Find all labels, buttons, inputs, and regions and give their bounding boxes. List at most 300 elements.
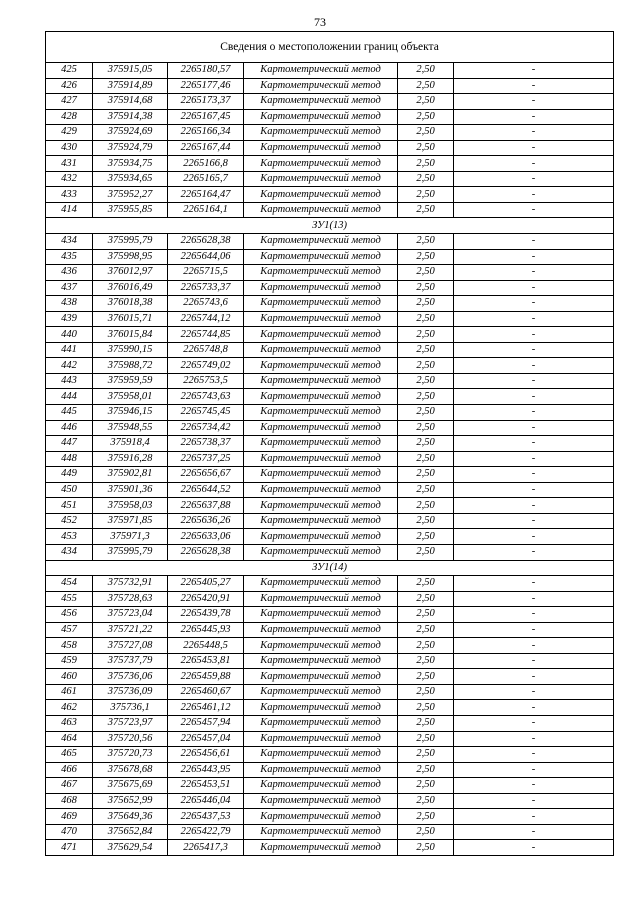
y-coordinate-cell: 2265166,34 [168, 125, 244, 141]
note-cell: - [454, 762, 614, 778]
method-cell: Картометрический метод [244, 451, 398, 467]
point-number-cell: 437 [46, 280, 93, 296]
method-cell: Картометрический метод [244, 684, 398, 700]
y-coordinate-cell: 2265644,52 [168, 482, 244, 498]
table-row [46, 684, 614, 700]
y-coordinate-cell: 2265422,79 [168, 824, 244, 840]
y-coordinate-cell: 2265656,67 [168, 467, 244, 483]
table-row [46, 234, 614, 250]
table-row [46, 436, 614, 452]
x-coordinate-cell: 375629,54 [93, 840, 168, 856]
note-cell: - [454, 249, 614, 265]
y-coordinate-cell: 2265164,47 [168, 187, 244, 203]
point-number-cell: 440 [46, 327, 93, 343]
accuracy-cell: 2,50 [398, 731, 454, 747]
y-coordinate-cell: 2265745,45 [168, 405, 244, 421]
point-number-cell: 426 [46, 78, 93, 94]
accuracy-cell: 2,50 [398, 747, 454, 763]
method-cell: Картометрический метод [244, 778, 398, 794]
point-number-cell: 452 [46, 513, 93, 529]
accuracy-cell: 2,50 [398, 576, 454, 592]
table-row [46, 156, 614, 172]
accuracy-cell: 2,50 [398, 482, 454, 498]
table-row [46, 171, 614, 187]
accuracy-cell: 2,50 [398, 513, 454, 529]
x-coordinate-cell: 375995,79 [93, 544, 168, 560]
section-row [46, 218, 614, 234]
x-coordinate-cell: 375728,63 [93, 591, 168, 607]
method-cell: Картометрический метод [244, 576, 398, 592]
table-row [46, 467, 614, 483]
accuracy-cell: 2,50 [398, 467, 454, 483]
note-cell: - [454, 125, 614, 141]
table-title-row [46, 32, 614, 63]
y-coordinate-cell: 2265457,04 [168, 731, 244, 747]
note-cell: - [454, 684, 614, 700]
note-cell: - [454, 544, 614, 560]
note-cell: - [454, 373, 614, 389]
x-coordinate-cell: 376012,97 [93, 265, 168, 281]
note-cell: - [454, 265, 614, 281]
x-coordinate-cell: 375924,79 [93, 140, 168, 156]
point-number-cell: 463 [46, 715, 93, 731]
y-coordinate-cell: 2265715,5 [168, 265, 244, 281]
table-row [46, 140, 614, 156]
note-cell: - [454, 591, 614, 607]
table-row [46, 638, 614, 654]
note-cell: - [454, 94, 614, 110]
y-coordinate-cell: 2265748,8 [168, 342, 244, 358]
x-coordinate-cell: 375723,04 [93, 607, 168, 623]
accuracy-cell: 2,50 [398, 622, 454, 638]
table-row [46, 809, 614, 825]
method-cell: Картометрический метод [244, 405, 398, 421]
x-coordinate-cell: 375675,69 [93, 778, 168, 794]
table-row [46, 296, 614, 312]
y-coordinate-cell: 2265628,38 [168, 544, 244, 560]
point-number-cell: 444 [46, 389, 93, 405]
x-coordinate-cell: 375918,4 [93, 436, 168, 452]
point-number-cell: 438 [46, 296, 93, 312]
accuracy-cell: 2,50 [398, 420, 454, 436]
y-coordinate-cell: 2265448,5 [168, 638, 244, 654]
note-cell: - [454, 622, 614, 638]
point-number-cell: 450 [46, 482, 93, 498]
note-cell: - [454, 840, 614, 856]
accuracy-cell: 2,50 [398, 793, 454, 809]
point-number-cell: 431 [46, 156, 93, 172]
x-coordinate-cell: 375988,72 [93, 358, 168, 374]
x-coordinate-cell: 375721,22 [93, 622, 168, 638]
method-cell: Картометрический метод [244, 156, 398, 172]
note-cell: - [454, 327, 614, 343]
point-number-cell: 460 [46, 669, 93, 685]
point-number-cell: 428 [46, 109, 93, 125]
x-coordinate-cell: 375958,01 [93, 389, 168, 405]
point-number-cell: 454 [46, 576, 93, 592]
y-coordinate-cell: 2265457,94 [168, 715, 244, 731]
y-coordinate-cell: 2265443,95 [168, 762, 244, 778]
x-coordinate-cell: 375998,95 [93, 249, 168, 265]
accuracy-cell: 2,50 [398, 280, 454, 296]
table-row [46, 451, 614, 467]
accuracy-cell: 2,50 [398, 327, 454, 343]
point-number-cell: 443 [46, 373, 93, 389]
table-row [46, 576, 614, 592]
y-coordinate-cell: 2265453,51 [168, 778, 244, 794]
y-coordinate-cell: 2265167,45 [168, 109, 244, 125]
table-row [46, 63, 614, 79]
accuracy-cell: 2,50 [398, 156, 454, 172]
point-number-cell: 449 [46, 467, 93, 483]
accuracy-cell: 2,50 [398, 544, 454, 560]
y-coordinate-cell: 2265633,06 [168, 529, 244, 545]
note-cell: - [454, 187, 614, 203]
y-coordinate-cell: 2265744,85 [168, 327, 244, 343]
method-cell: Картометрический метод [244, 467, 398, 483]
x-coordinate-cell: 375914,38 [93, 109, 168, 125]
accuracy-cell: 2,50 [398, 249, 454, 265]
table-row [46, 482, 614, 498]
table-row [46, 513, 614, 529]
accuracy-cell: 2,50 [398, 358, 454, 374]
note-cell: - [454, 405, 614, 421]
y-coordinate-cell: 2265628,38 [168, 234, 244, 250]
method-cell: Картометрический метод [244, 140, 398, 156]
table-row [46, 715, 614, 731]
method-cell: Картометрический метод [244, 94, 398, 110]
x-coordinate-cell: 375934,75 [93, 156, 168, 172]
page-number: 73 [314, 15, 326, 29]
accuracy-cell: 2,50 [398, 715, 454, 731]
method-cell: Картометрический метод [244, 109, 398, 125]
table-body [46, 32, 614, 856]
x-coordinate-cell: 375958,03 [93, 498, 168, 514]
accuracy-cell: 2,50 [398, 809, 454, 825]
table-row [46, 544, 614, 560]
point-number-cell: 429 [46, 125, 93, 141]
table-row [46, 607, 614, 623]
x-coordinate-cell: 375902,81 [93, 467, 168, 483]
point-number-cell: 448 [46, 451, 93, 467]
method-cell: Картометрический метод [244, 653, 398, 669]
note-cell: - [454, 576, 614, 592]
x-coordinate-cell: 375652,99 [93, 793, 168, 809]
note-cell: - [454, 498, 614, 514]
y-coordinate-cell: 2265738,37 [168, 436, 244, 452]
accuracy-cell: 2,50 [398, 389, 454, 405]
point-number-cell: 434 [46, 544, 93, 560]
method-cell: Картометрический метод [244, 373, 398, 389]
accuracy-cell: 2,50 [398, 653, 454, 669]
y-coordinate-cell: 2265417,3 [168, 840, 244, 856]
method-cell: Картометрический метод [244, 591, 398, 607]
note-cell: - [454, 296, 614, 312]
table-row [46, 420, 614, 436]
section-row [46, 560, 614, 576]
y-coordinate-cell: 2265173,37 [168, 94, 244, 110]
x-coordinate-cell: 375678,68 [93, 762, 168, 778]
method-cell: Картометрический метод [244, 265, 398, 281]
y-coordinate-cell: 2265420,91 [168, 591, 244, 607]
point-number-cell: 453 [46, 529, 93, 545]
note-cell: - [454, 513, 614, 529]
note-cell: - [454, 63, 614, 79]
method-cell: Картометрический метод [244, 358, 398, 374]
x-coordinate-cell: 375736,1 [93, 700, 168, 716]
point-number-cell: 445 [46, 405, 93, 421]
x-coordinate-cell: 375948,55 [93, 420, 168, 436]
note-cell: - [454, 778, 614, 794]
accuracy-cell: 2,50 [398, 125, 454, 141]
y-coordinate-cell: 2265636,26 [168, 513, 244, 529]
table-row [46, 840, 614, 856]
method-cell: Картометрический метод [244, 622, 398, 638]
note-cell: - [454, 482, 614, 498]
method-cell: Картометрический метод [244, 327, 398, 343]
note-cell: - [454, 793, 614, 809]
accuracy-cell: 2,50 [398, 840, 454, 856]
x-coordinate-cell: 375955,85 [93, 202, 168, 218]
accuracy-cell: 2,50 [398, 373, 454, 389]
point-number-cell: 469 [46, 809, 93, 825]
accuracy-cell: 2,50 [398, 700, 454, 716]
x-coordinate-cell: 375652,84 [93, 824, 168, 840]
point-number-cell: 470 [46, 824, 93, 840]
x-coordinate-cell: 375915,05 [93, 63, 168, 79]
table-row [46, 94, 614, 110]
method-cell: Картометрический метод [244, 793, 398, 809]
y-coordinate-cell: 2265744,12 [168, 311, 244, 327]
x-coordinate-cell: 375649,36 [93, 809, 168, 825]
table-row [46, 700, 614, 716]
x-coordinate-cell: 376015,84 [93, 327, 168, 343]
table-row [46, 622, 614, 638]
point-number-cell: 441 [46, 342, 93, 358]
method-cell: Картометрический метод [244, 389, 398, 405]
method-cell: Картометрический метод [244, 280, 398, 296]
y-coordinate-cell: 2265177,46 [168, 78, 244, 94]
section-label: ЗУ1(13) [46, 218, 614, 234]
method-cell: Картометрический метод [244, 544, 398, 560]
point-number-cell: 425 [46, 63, 93, 79]
section-label: ЗУ1(14) [46, 560, 614, 576]
table-row [46, 311, 614, 327]
point-number-cell: 467 [46, 778, 93, 794]
method-cell: Картометрический метод [244, 171, 398, 187]
accuracy-cell: 2,50 [398, 342, 454, 358]
y-coordinate-cell: 2265733,37 [168, 280, 244, 296]
x-coordinate-cell: 376015,71 [93, 311, 168, 327]
method-cell: Картометрический метод [244, 715, 398, 731]
table-title: Сведения о местоположении границ объекта [46, 32, 614, 63]
note-cell: - [454, 653, 614, 669]
x-coordinate-cell: 375737,79 [93, 653, 168, 669]
y-coordinate-cell: 2265180,57 [168, 63, 244, 79]
table-row [46, 125, 614, 141]
accuracy-cell: 2,50 [398, 638, 454, 654]
note-cell: - [454, 638, 614, 654]
method-cell: Картометрический метод [244, 513, 398, 529]
table-row [46, 280, 614, 296]
method-cell: Картометрический метод [244, 63, 398, 79]
table-row [46, 187, 614, 203]
y-coordinate-cell: 2265743,6 [168, 296, 244, 312]
method-cell: Картометрический метод [244, 249, 398, 265]
method-cell: Картометрический метод [244, 700, 398, 716]
y-coordinate-cell: 2265753,5 [168, 373, 244, 389]
table-row [46, 498, 614, 514]
table-row [46, 762, 614, 778]
y-coordinate-cell: 2265737,25 [168, 451, 244, 467]
table-row [46, 747, 614, 763]
table-row [46, 405, 614, 421]
x-coordinate-cell: 375934,65 [93, 171, 168, 187]
y-coordinate-cell: 2265456,61 [168, 747, 244, 763]
point-number-cell: 457 [46, 622, 93, 638]
x-coordinate-cell: 375736,06 [93, 669, 168, 685]
x-coordinate-cell: 375990,15 [93, 342, 168, 358]
accuracy-cell: 2,50 [398, 234, 454, 250]
accuracy-cell: 2,50 [398, 187, 454, 203]
accuracy-cell: 2,50 [398, 591, 454, 607]
table-row [46, 731, 614, 747]
method-cell: Картометрический метод [244, 638, 398, 654]
table-row [46, 793, 614, 809]
x-coordinate-cell: 375727,08 [93, 638, 168, 654]
note-cell: - [454, 731, 614, 747]
x-coordinate-cell: 375995,79 [93, 234, 168, 250]
accuracy-cell: 2,50 [398, 451, 454, 467]
point-number-cell: 427 [46, 94, 93, 110]
x-coordinate-cell: 376016,49 [93, 280, 168, 296]
method-cell: Картометрический метод [244, 482, 398, 498]
method-cell: Картометрический метод [244, 824, 398, 840]
y-coordinate-cell: 2265166,8 [168, 156, 244, 172]
point-number-cell: 430 [46, 140, 93, 156]
note-cell: - [454, 202, 614, 218]
y-coordinate-cell: 2265644,06 [168, 249, 244, 265]
accuracy-cell: 2,50 [398, 498, 454, 514]
y-coordinate-cell: 2265437,53 [168, 809, 244, 825]
note-cell: - [454, 78, 614, 94]
point-number-cell: 439 [46, 311, 93, 327]
method-cell: Картометрический метод [244, 311, 398, 327]
note-cell: - [454, 311, 614, 327]
table-row [46, 78, 614, 94]
note-cell: - [454, 747, 614, 763]
accuracy-cell: 2,50 [398, 94, 454, 110]
note-cell: - [454, 529, 614, 545]
x-coordinate-cell: 375914,89 [93, 78, 168, 94]
x-coordinate-cell: 375946,15 [93, 405, 168, 421]
method-cell: Картометрический метод [244, 840, 398, 856]
note-cell: - [454, 436, 614, 452]
y-coordinate-cell: 2265446,04 [168, 793, 244, 809]
point-number-cell: 465 [46, 747, 93, 763]
x-coordinate-cell: 375723,97 [93, 715, 168, 731]
note-cell: - [454, 156, 614, 172]
point-number-cell: 462 [46, 700, 93, 716]
x-coordinate-cell: 375720,56 [93, 731, 168, 747]
method-cell: Картометрический метод [244, 498, 398, 514]
accuracy-cell: 2,50 [398, 171, 454, 187]
y-coordinate-cell: 2265734,42 [168, 420, 244, 436]
point-number-cell: 414 [46, 202, 93, 218]
note-cell: - [454, 389, 614, 405]
y-coordinate-cell: 2265453,81 [168, 653, 244, 669]
point-number-cell: 458 [46, 638, 93, 654]
y-coordinate-cell: 2265405,27 [168, 576, 244, 592]
point-number-cell: 435 [46, 249, 93, 265]
y-coordinate-cell: 2265637,88 [168, 498, 244, 514]
boundary-coordinates-table [45, 31, 614, 856]
note-cell: - [454, 171, 614, 187]
point-number-cell: 447 [46, 436, 93, 452]
method-cell: Картометрический метод [244, 669, 398, 685]
x-coordinate-cell: 375914,68 [93, 94, 168, 110]
point-number-cell: 432 [46, 171, 93, 187]
x-coordinate-cell: 375732,91 [93, 576, 168, 592]
method-cell: Картометрический метод [244, 187, 398, 203]
accuracy-cell: 2,50 [398, 63, 454, 79]
point-number-cell: 456 [46, 607, 93, 623]
method-cell: Картометрический метод [244, 202, 398, 218]
point-number-cell: 455 [46, 591, 93, 607]
accuracy-cell: 2,50 [398, 78, 454, 94]
note-cell: - [454, 809, 614, 825]
method-cell: Картометрический метод [244, 125, 398, 141]
table-row [46, 265, 614, 281]
x-coordinate-cell: 375924,69 [93, 125, 168, 141]
method-cell: Картометрический метод [244, 436, 398, 452]
table-row [46, 249, 614, 265]
x-coordinate-cell: 375959,59 [93, 373, 168, 389]
point-number-cell: 464 [46, 731, 93, 747]
accuracy-cell: 2,50 [398, 669, 454, 685]
x-coordinate-cell: 376018,38 [93, 296, 168, 312]
y-coordinate-cell: 2265743,63 [168, 389, 244, 405]
x-coordinate-cell: 375952,27 [93, 187, 168, 203]
accuracy-cell: 2,50 [398, 405, 454, 421]
point-number-cell: 434 [46, 234, 93, 250]
point-number-cell: 433 [46, 187, 93, 203]
note-cell: - [454, 700, 614, 716]
x-coordinate-cell: 375901,36 [93, 482, 168, 498]
accuracy-cell: 2,50 [398, 109, 454, 125]
accuracy-cell: 2,50 [398, 529, 454, 545]
point-number-cell: 461 [46, 684, 93, 700]
method-cell: Картометрический метод [244, 731, 398, 747]
note-cell: - [454, 280, 614, 296]
table-row [46, 358, 614, 374]
point-number-cell: 442 [46, 358, 93, 374]
accuracy-cell: 2,50 [398, 202, 454, 218]
note-cell: - [454, 109, 614, 125]
point-number-cell: 466 [46, 762, 93, 778]
y-coordinate-cell: 2265165,7 [168, 171, 244, 187]
x-coordinate-cell: 375971,3 [93, 529, 168, 545]
method-cell: Картометрический метод [244, 342, 398, 358]
x-coordinate-cell: 375720,73 [93, 747, 168, 763]
y-coordinate-cell: 2265439,78 [168, 607, 244, 623]
method-cell: Картометрический метод [244, 234, 398, 250]
accuracy-cell: 2,50 [398, 265, 454, 281]
y-coordinate-cell: 2265749,02 [168, 358, 244, 374]
accuracy-cell: 2,50 [398, 762, 454, 778]
table-row [46, 342, 614, 358]
y-coordinate-cell: 2265460,67 [168, 684, 244, 700]
